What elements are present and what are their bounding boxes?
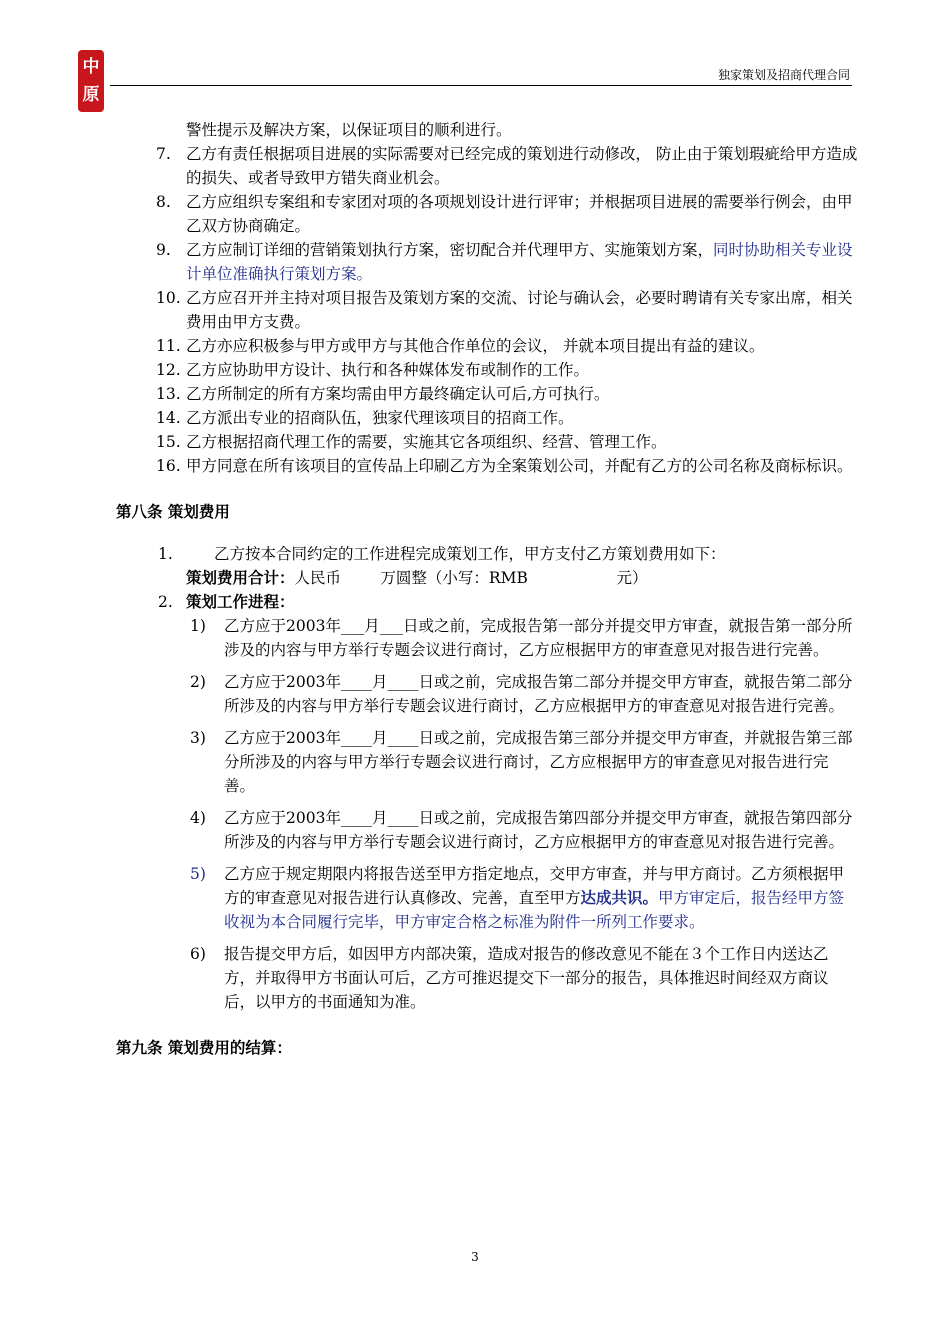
schedule-step-text: 乙方应于2003年____月____日或之前，完成报告第四部分并提交甲方审查，就报告第四部分所涉及的内容与甲方举行专题会议进行商讨，乙方应根据甲方的审查意见对报告进行完善。 (224, 809, 853, 851)
fee-item (158, 542, 858, 590)
fee-item-number: 1. (158, 545, 173, 563)
article-8-heading: 第八条 策划费用 (116, 503, 230, 521)
schedule-step (190, 726, 854, 798)
list-item-text (186, 238, 858, 286)
schedule-step (190, 806, 854, 854)
schedule-step-text (224, 862, 854, 934)
list-item (156, 286, 858, 334)
schedule-step-text: 报告提交甲方后，如因甲方内部决策，造成对报告的修改意见不能在３个工作日内送达乙方，并取得甲方书面认可后，乙方可推迟提交下一部分的报告，具体推迟时间经双方商议后，以甲方的书面通知为准。 (224, 945, 829, 1011)
article-9-heading: 第九条 策划费用的结算： (116, 1039, 292, 1057)
schedule-step-number: 4) (190, 809, 206, 827)
list-item-number: 13. (156, 385, 181, 403)
schedule-step-number: 6) (190, 945, 206, 963)
schedule-step-text-main: 乙方应于规定期限内将报告送至甲方指定地点，交甲方审查，并与甲方商讨。乙方须根据甲方的审查意见对报告进行认真修改、完善，直至甲方 (224, 865, 845, 907)
document-body (0, 118, 950, 1060)
schedule-item-label: 策划工作进程： (186, 593, 295, 611)
list-item-text: 乙方派出专业的招商队伍，独家代理该项目的招商工作。 (186, 409, 574, 427)
schedule-step-number: 1) (190, 617, 206, 635)
schedule-step-text-bold: 达成共识。 (580, 889, 659, 907)
schedule-step-number: 3) (190, 729, 206, 747)
fee-item-text: 乙方按本合同约定的工作进程完成策划工作，甲方支付乙方策划费用如下： (214, 545, 726, 563)
schedule-step (190, 614, 854, 662)
schedule-step-number: 5) (190, 865, 206, 883)
list-item-text-main: 乙方应制订详细的营销策划执行方案，密切配合并代理甲方、实施策划方案， (186, 241, 714, 259)
list-item (156, 238, 858, 286)
schedule-step-text: 乙方应于2003年____月____日或之前，完成报告第二部分并提交甲方审查，就报告第二部分所涉及的内容与甲方举行专题会议进行商讨，乙方应根据甲方的审查意见对报告进行完善。 (224, 673, 853, 715)
list-item-number: 11. (156, 337, 181, 355)
list-item-text: 乙方有责任根据项目进展的实际需要对已经完成的策划进行动修改， 防止由于策划瑕疵给甲方造成的损失、或者导致甲方错失商业机会。 (186, 145, 858, 187)
list-item (156, 334, 858, 358)
company-logo (78, 50, 104, 112)
schedule-item-number: 2. (158, 593, 173, 611)
schedule-step-text-highlight: 甲方审定后，报告经甲方签收视为本合同履行完毕，甲方审定合格之标准为附件一所列工作要求。 (224, 889, 845, 931)
list-item-text: 乙方应协助甲方设计、执行和各种媒体发布或制作的工作。 (186, 361, 590, 379)
schedule-step (190, 942, 854, 1014)
list-item-text: 警性提示及解决方案，以保证项目的顺利进行。 (186, 121, 512, 139)
fee-total-label: 策划费用合计： (186, 569, 295, 587)
list-item-number: 14. (156, 409, 181, 427)
logo-char-2: 原 (82, 85, 100, 105)
list-item (186, 118, 858, 142)
list-item (156, 430, 858, 454)
list-item (156, 142, 858, 190)
list-item-number: 8. (156, 193, 171, 211)
header-title: 独家策划及招商代理合同 (717, 68, 850, 82)
list-item-number: 12. (156, 361, 181, 379)
list-item-number: 16. (156, 457, 181, 475)
list-item-text: 乙方应组织专案组和专家团对项的各项规划设计进行评审；并根据项目进展的需要举行例会，由甲乙双方协商确定。 (186, 193, 853, 235)
schedule-step (190, 670, 854, 718)
list-item-number: 15. (156, 433, 181, 451)
list-item (156, 454, 858, 478)
schedule-step (190, 862, 854, 934)
list-item-number: 7. (156, 145, 171, 163)
list-item-number: 9. (156, 241, 171, 259)
schedule-item (158, 590, 858, 614)
list-item-text-highlight: 同时协助相关专业设计单位准确执行策划方案。 (186, 241, 853, 283)
list-item-number: 10. (156, 289, 181, 307)
schedule-list (0, 614, 950, 1014)
header-rule (110, 85, 852, 86)
page-number: 3 (471, 1250, 479, 1264)
schedule-step-text: 乙方应于2003年___月___日或之前，完成报告第一部分并提交甲方审查，就报告第一部分所涉及的内容与甲方举行专题会议进行商讨，乙方应根据甲方的审查意见对报告进行完善。 (224, 617, 853, 659)
clause-list (0, 118, 950, 478)
list-item (156, 358, 858, 382)
list-item-text: 乙方亦应积极参与甲方或甲方与其他合作单位的会议， 并就本项目提出有益的建议。 (186, 337, 765, 355)
list-item-text: 乙方应召开并主持对项目报告及策划方案的交流、讨论与确认会，必要时聘请有关专家出席，相关费用由甲方支费。 (186, 289, 853, 331)
list-item (156, 406, 858, 430)
fee-total-value: 人民币 万圆整（小写：RMB 元） (294, 569, 648, 587)
schedule-step-text: 乙方应于2003年____月____日或之前，完成报告第三部分并提交甲方审查，并就报告第三部分所涉及的内容与甲方举行专题会议进行商讨，乙方应根据甲方的审查意见对报告进行完善。 (224, 729, 853, 795)
list-item (156, 382, 858, 406)
list-item-text: 乙方所制定的所有方案均需由甲方最终确定认可后,方可执行。 (186, 385, 610, 403)
fee-total-line (186, 566, 858, 590)
list-item-text: 乙方根据招商代理工作的需要，实施其它各项组织、经营、管理工作。 (186, 433, 667, 451)
list-item (156, 190, 858, 238)
schedule-step-number: 2) (190, 673, 206, 691)
list-item-text: 甲方同意在所有该项目的宣传品上印刷乙方为全案策划公司，并配有乙方的公司名称及商标标识。 (186, 457, 853, 475)
logo-char-1: 中 (82, 57, 100, 77)
